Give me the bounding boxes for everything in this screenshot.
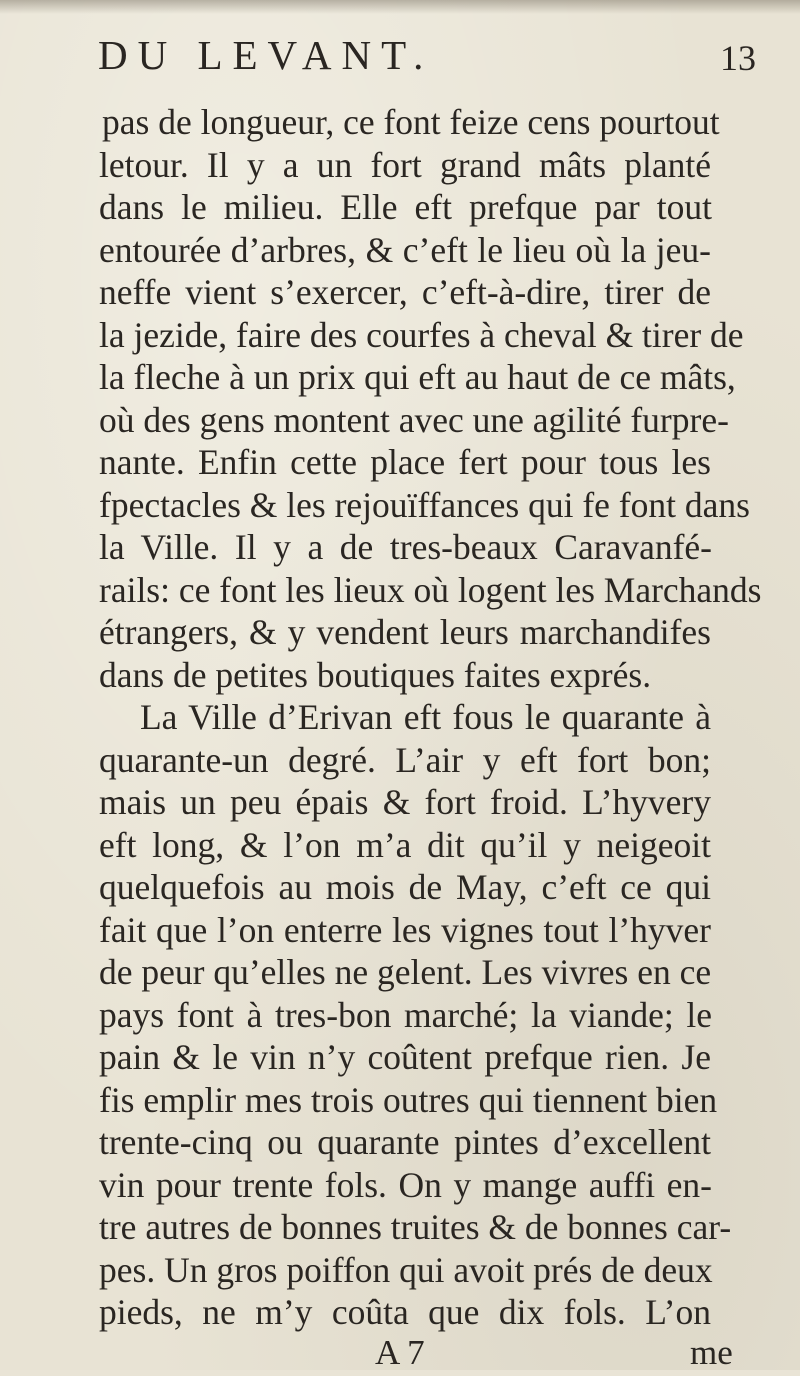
text-line: mais un peu épais & fort froid. L’hyvery: [99, 782, 711, 822]
text-line: fpectacles & les rejouïffances qui fe font dans: [99, 484, 750, 525]
text-line: la Ville. Il y a de tres-beaux Caravanfé-: [99, 527, 712, 567]
text-line: neffe vient s’exercer, c’eft-à-dire, tirer de: [99, 272, 711, 312]
text-line: où des gens montent avec une agilité furpre-: [99, 399, 729, 440]
text-line: pes. Un gros poiffon qui avoit prés de deux: [99, 1249, 713, 1290]
running-head: DU LEVANT.: [98, 32, 434, 78]
text-line: vin pour trente fols. On y mange auffi en-: [99, 1164, 712, 1205]
text-line: fait que l’on enterre les vignes tout l’hyver: [99, 909, 711, 950]
text-line: eft long, & l’on m’a dit qu’il y neigeoit: [99, 824, 711, 865]
text-line: rails: ce font les lieux où logent les Marchands: [99, 569, 762, 610]
text-line: la fleche à un prix qui eft au haut de ce mâts,: [99, 357, 736, 397]
text-line: pieds, ne m’y coûta que dix fols. L’on: [99, 1292, 711, 1332]
page-header: [0, 30, 800, 80]
text-line: letour. Il y a un fort grand mâts planté: [99, 144, 711, 185]
text-line: trente-cinq ou quarante pintes d’excellent: [99, 1122, 711, 1162]
catchword: me: [690, 1333, 733, 1372]
text-line: pain & le vin n’y coûtent prefque rien. Je: [99, 1037, 711, 1077]
text-line: de peur qu’elles ne gelent. Les vivres en ce: [99, 952, 712, 992]
text-line: pays font à tres-bon marché; la viande; le: [99, 994, 712, 1035]
text-line: dans de petites boutiques faites exprés.: [99, 654, 652, 695]
text-line: fis emplir mes trois outres qui tiennent bien: [99, 1079, 718, 1120]
text-line: nante. Enfin cette place fert pour tous les: [99, 442, 711, 482]
text-line: quarante-un degré. L’air y eft fort bon;: [99, 739, 711, 780]
text-line: dans le milieu. Elle eft prefque par tout: [99, 187, 712, 227]
text-line: tre autres de bonnes truites & de bonnes car-: [99, 1207, 732, 1247]
text-line: La Ville d’Erivan eft fous le quarante à: [140, 697, 711, 737]
signature-mark: A 7: [375, 1333, 425, 1372]
text-line: étrangers, & y vendent leurs marchandifes: [99, 612, 711, 652]
text-line: la jezide, faire des courfes à cheval & tirer de: [99, 314, 744, 355]
text-line: pas de longueur, ce font feize cens pourtout: [102, 102, 720, 142]
text-line: entourée d’arbres, & c’eft le lieu où la jeu-: [99, 229, 711, 270]
page-number: 13: [720, 38, 756, 78]
text-line: quelquefois au mois de May, c’eft ce qui: [99, 867, 711, 907]
page-edge-shadow: [0, 0, 800, 14]
